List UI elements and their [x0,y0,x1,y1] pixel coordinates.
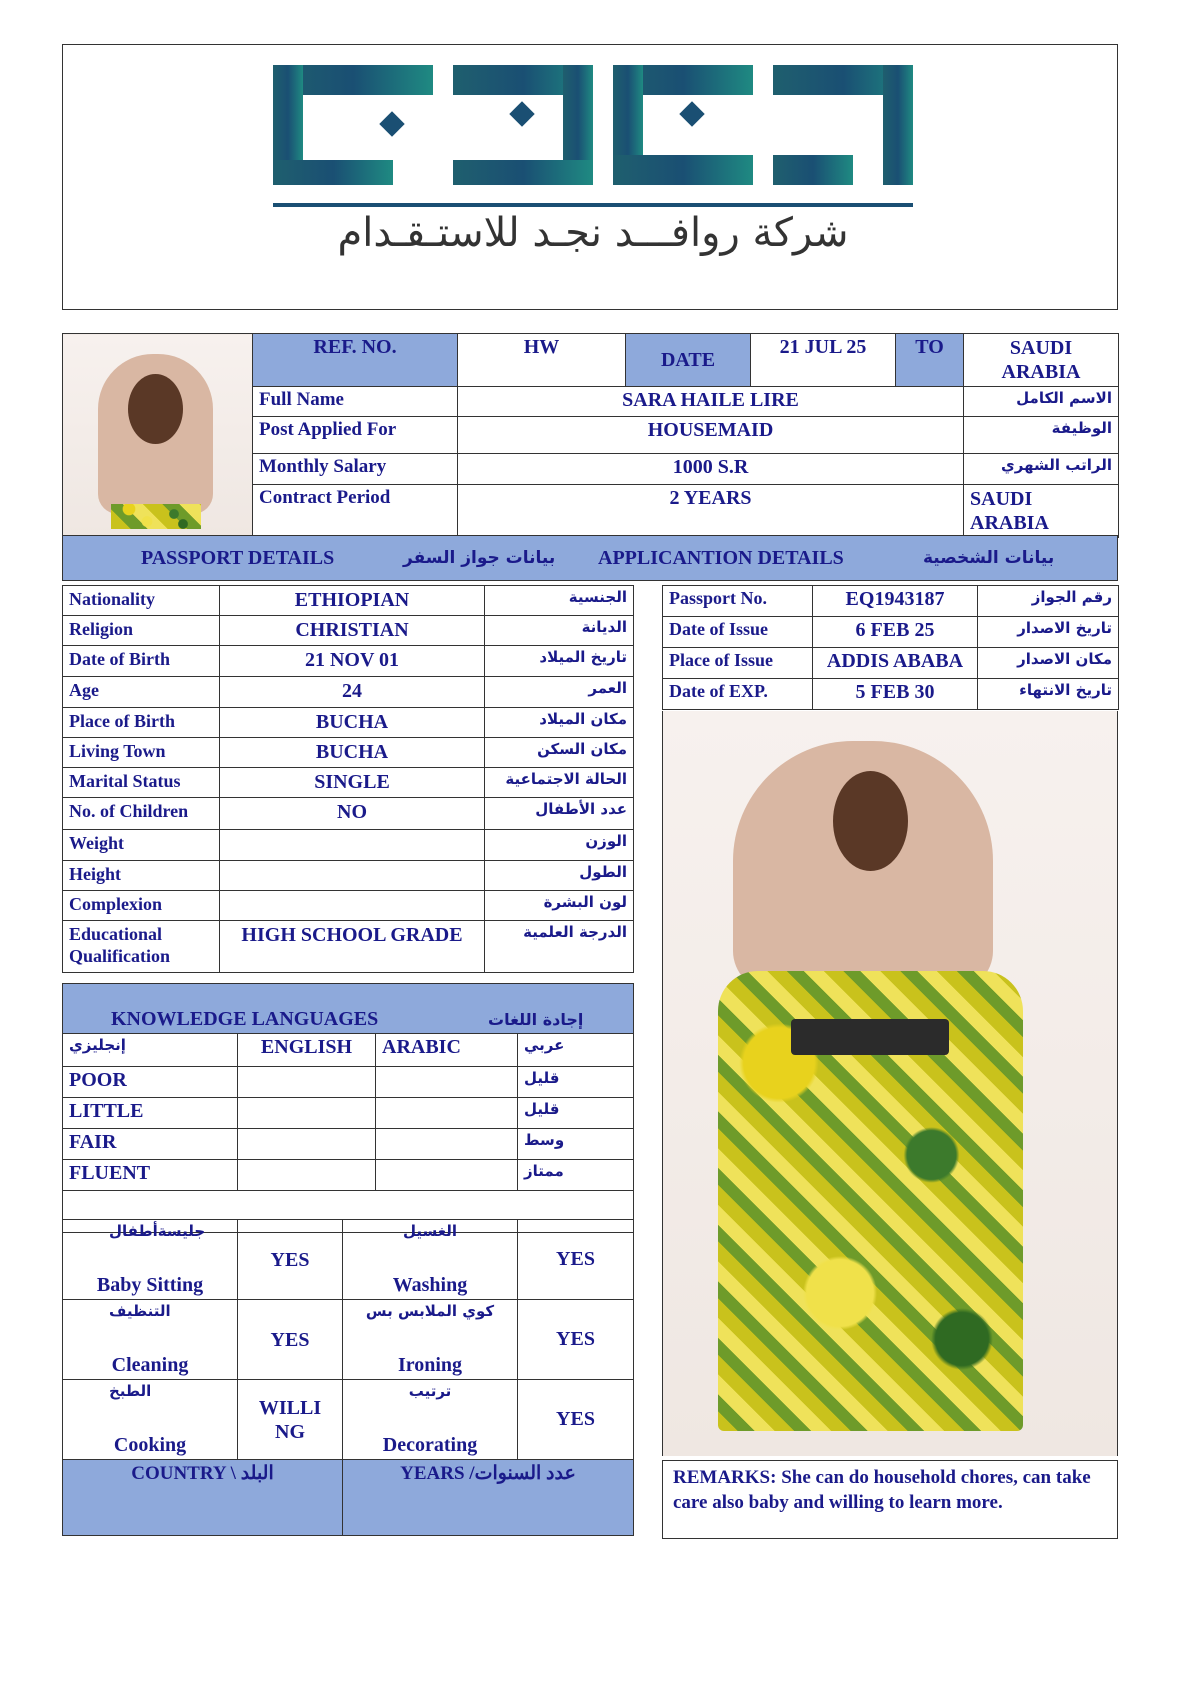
level-en: POOR [63,1067,238,1098]
personal-ar: مكان الميلاد [485,708,634,738]
lang-head-arabic: ARABIC [376,1034,518,1067]
skill-ar: الطبخ [109,1382,152,1400]
personal-value: BUCHA [220,738,485,768]
personal-details-table [62,585,634,973]
english-level-cell [238,1129,376,1160]
skill-row [63,1380,634,1460]
skill-cell [63,1380,238,1460]
company-logo [263,45,923,210]
english-level-cell [238,1067,376,1098]
passport-ar: رقم الجواز [978,586,1119,617]
skill-en: Decorating [382,1434,478,1456]
personal-row [63,677,634,708]
personal-ar: مكان السكن [485,738,634,768]
personal-row [63,586,634,616]
personal-ar: الديانة [485,616,634,646]
post-label: Post Applied For [253,417,458,454]
skill-ar: جليسةأطفال [109,1222,206,1240]
arabic-level-cell [376,1098,518,1129]
full-name-value: SARA HAILE LIRE [458,387,964,417]
skill-en: Cooking [113,1434,187,1456]
lang-head-english-ar: إنجليزي [63,1034,238,1067]
skill-cell [343,1300,518,1380]
skills-table [62,1219,634,1536]
passport-ar: تاريخ الانتهاء [978,679,1119,710]
personal-row [63,830,634,861]
personal-row [63,708,634,738]
languages-title-ar: إجادة اللغات [488,1010,584,1029]
personal-label: Place of Birth [63,708,220,738]
date-label: DATE [626,334,751,387]
language-level-row [63,1129,634,1160]
level-ar: قليل [518,1098,634,1129]
ref-value: HW [458,334,626,387]
post-value: HOUSEMAID [458,417,964,454]
languages-title: KNOWLEDGE LANGUAGES [111,1008,379,1030]
personal-row [63,798,634,830]
personal-value: HIGH SCHOOL GRADE [220,921,485,973]
passport-value: 5 FEB 30 [813,679,978,710]
personal-ar: الطول [485,861,634,891]
personal-ar: الحالة الاجتماعية [485,768,634,798]
english-level-cell [238,1160,376,1191]
personal-ar: الجنسية [485,586,634,616]
personal-row [63,616,634,646]
level-en: FAIR [63,1129,238,1160]
skill-en: Baby Sitting [96,1274,204,1296]
skill-cell [343,1380,518,1460]
skill-ar: كوي الملابس بس [365,1302,495,1320]
personal-value: ETHIOPIAN [220,586,485,616]
passport-ar: تاريخ الاصدار [978,617,1119,648]
application-details-ar: بيانات الشخصية [923,548,1055,568]
date-value: 21 JUL 25 [751,334,896,387]
skill-ar: ترتيب [408,1382,452,1400]
personal-row [63,768,634,798]
skill-value: WILLI NG [238,1380,343,1460]
level-ar: ممتاز [518,1160,634,1191]
passport-label: Passport No. [663,586,813,617]
personal-value [220,861,485,891]
personal-ar: لون البشرة [485,891,634,921]
personal-row [63,891,634,921]
lang-head-arabic-ar: عربي [518,1034,634,1067]
languages-table [62,983,634,1233]
passport-value: EQ1943187 [813,586,978,617]
level-ar: وسط [518,1129,634,1160]
passport-ar: مكان الاصدار [978,648,1119,679]
salary-ar: الراتب الشهري [964,454,1119,485]
personal-label: Age [63,677,220,708]
passport-value: 6 FEB 25 [813,617,978,648]
skill-value: YES [238,1300,343,1380]
personal-label: Date of Birth [63,646,220,677]
top-info-table [62,333,1119,538]
full-name-label: Full Name [253,387,458,417]
personal-ar: تاريخ الميلاد [485,646,634,677]
skill-row [63,1300,634,1380]
years-header: YEARS /عدد السنوات [343,1460,634,1536]
contract-value: 2 YEARS [458,485,964,538]
arabic-level-cell [376,1067,518,1098]
personal-ar: الدرجة العلمية [485,921,634,973]
skill-cell [63,1220,238,1300]
personal-value: CHRISTIAN [220,616,485,646]
skill-cell [343,1220,518,1300]
skill-ar: التنظيف [109,1302,171,1320]
skill-value: YES [238,1220,343,1300]
personal-value: 21 NOV 01 [220,646,485,677]
personal-value [220,891,485,921]
passport-label: Date of EXP. [663,679,813,710]
skill-value: YES [518,1380,634,1460]
personal-label: Living Town [63,738,220,768]
english-level-cell [238,1098,376,1129]
language-level-row [63,1067,634,1098]
skill-en: Cleaning [111,1354,189,1376]
passport-row [663,586,1119,617]
country-header: COUNTRY \ البلد [63,1460,343,1536]
personal-label: Educational Qualification [63,921,220,973]
skill-en: Ironing [397,1354,463,1376]
skill-row [63,1220,634,1300]
to-value: SAUDI ARABIA [964,334,1119,387]
passport-row [663,617,1119,648]
level-ar: قليل [518,1067,634,1098]
skill-cell [63,1300,238,1380]
personal-label: Complexion [63,891,220,921]
section-bar [62,535,1118,581]
personal-label: Nationality [63,586,220,616]
personal-row [63,861,634,891]
personal-label: Religion [63,616,220,646]
skill-en: Washing [392,1274,468,1296]
personal-label: Height [63,861,220,891]
skill-ar: الغسيل [402,1222,458,1240]
personal-value: 24 [220,677,485,708]
ref-label: REF. NO. [253,334,458,387]
personal-value: BUCHA [220,708,485,738]
applicant-photo-full [662,711,1118,1456]
salary-label: Monthly Salary [253,454,458,485]
passport-label: Date of Issue [663,617,813,648]
personal-row [63,738,634,768]
personal-value [220,830,485,861]
passport-details-ar: بيانات جواز السفر [403,548,556,568]
contract-label: Contract Period [253,485,458,538]
personal-ar: الوزن [485,830,634,861]
full-name-ar: الاسم الكامل [964,387,1119,417]
arabic-level-cell [376,1160,518,1191]
lang-head-english: ENGLISH [238,1034,376,1067]
passport-row [663,679,1119,710]
to-label: TO [896,334,964,387]
application-details-title: APPLICANTION DETAILS [598,547,844,569]
personal-value: NO [220,798,485,830]
passport-label: Place of Issue [663,648,813,679]
salary-value: 1000 S.R [458,454,964,485]
personal-label: Weight [63,830,220,861]
personal-value: SINGLE [220,768,485,798]
language-level-row [63,1160,634,1191]
personal-label: Marital Status [63,768,220,798]
level-en: FLUENT [63,1160,238,1191]
personal-row [63,921,634,973]
passport-table [662,585,1119,710]
passport-value: ADDIS ABABA [813,648,978,679]
post-ar: الوظيفة [964,417,1119,454]
passport-row [663,648,1119,679]
personal-row [63,646,634,677]
arabic-level-cell [376,1129,518,1160]
passport-details-title: PASSPORT DETAILS [141,547,335,569]
company-name-arabic: شركة روافـــد نجـد للاستـقـدام [337,210,849,256]
applicant-photo-small [63,334,253,538]
personal-ar: عدد الأطفال [485,798,634,830]
remarks: REMARKS: She can do household chores, can take care also baby and willing to learn more. [662,1460,1118,1539]
personal-label: No. of Children [63,798,220,830]
skill-value: YES [518,1300,634,1380]
contract-country: SAUDI ARABIA [964,485,1119,538]
level-en: LITTLE [63,1098,238,1129]
skill-value: YES [518,1220,634,1300]
personal-ar: العمر [485,677,634,708]
language-level-row [63,1098,634,1129]
logo-header [62,44,1118,310]
